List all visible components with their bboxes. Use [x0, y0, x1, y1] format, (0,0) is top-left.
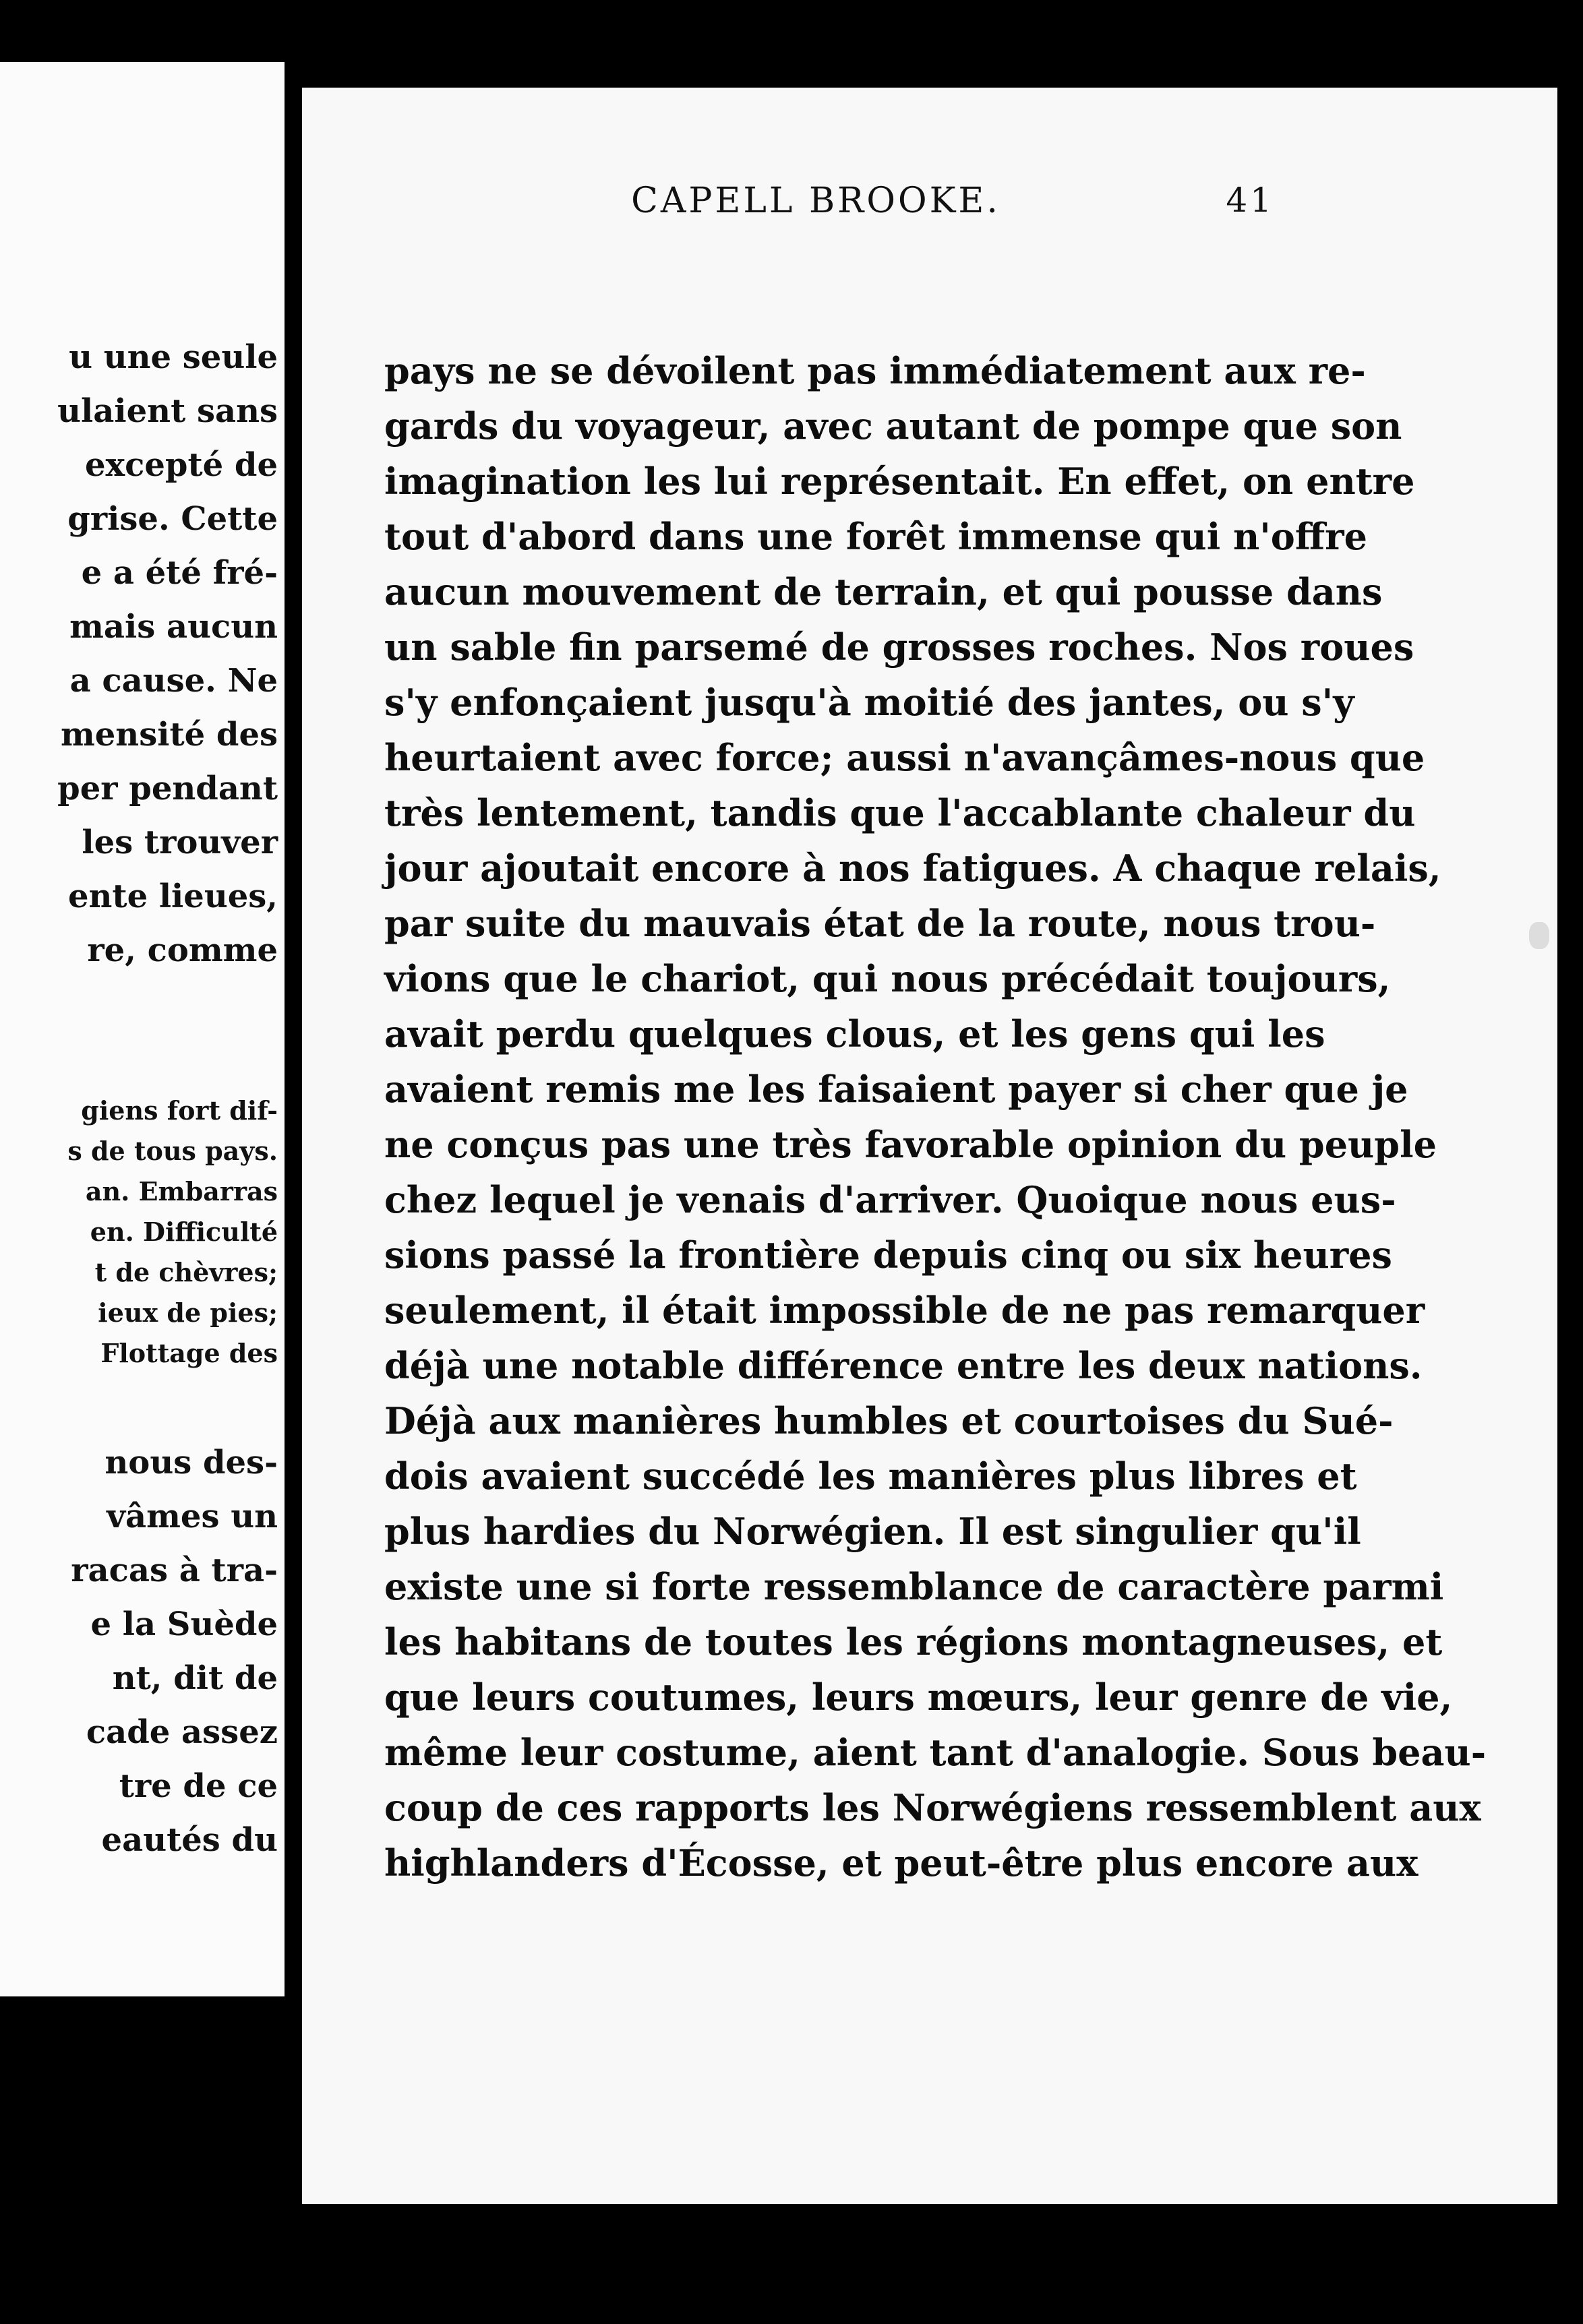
left-fragment: re, comme [87, 931, 278, 969]
text-line: sions passé la frontière depuis cinq ou six heures [384, 1233, 1392, 1277]
text-line: existe une si forte ressemblance de caractère parmi [384, 1565, 1444, 1608]
text-line: jour ajoutait encore à nos fatigues. A chaque relais, [384, 847, 1441, 890]
text-line: coup de ces rapports les Norwégiens ressemblent aux [384, 1786, 1481, 1829]
text-line: Déjà aux manières humbles et courtoises du Sué- [384, 1399, 1394, 1442]
left-note-fragment: ieux de pies; [98, 1297, 278, 1328]
text-line: même leur costume, aient tant d'analogie. Sous beau- [384, 1731, 1487, 1774]
left-fragment: cade assez [86, 1713, 278, 1751]
text-line: que leurs coutumes, leurs mœurs, leur genre de vie, [384, 1676, 1453, 1719]
text-line: aucun mouvement de terrain, et qui pousse dans [384, 570, 1383, 613]
gutter [285, 0, 302, 2324]
left-fragment: mensité des [60, 716, 278, 754]
left-fragment: les trouver [82, 824, 278, 861]
text-line: avait perdu quelques clous, et les gens qui les [384, 1012, 1325, 1056]
left-fragment: e la Suède [90, 1606, 278, 1643]
text-line: les habitans de toutes les régions montagneuses, et [384, 1620, 1443, 1663]
text-line: tout d'abord dans une forêt immense qui n'offre [384, 515, 1367, 558]
left-fragment: vâmes un [107, 1498, 278, 1535]
left-fragment: nous des- [104, 1444, 278, 1481]
text-line: déjà une notable différence entre les deux nations. [384, 1344, 1423, 1387]
left-note-fragment: an. Embarras [85, 1176, 278, 1206]
left-fragment: excepté de [84, 446, 278, 484]
text-line: pays ne se dévoilent pas immédiatement aux re- [384, 349, 1366, 392]
running-head: CAPELL BROOKE. [631, 181, 1000, 221]
text-line: par suite du mauvais état de la route, nous trou- [384, 902, 1376, 945]
left-fragment: per pendant [57, 770, 278, 807]
text-line: avaient remis me les faisaient payer si cher que je [384, 1068, 1408, 1111]
left-note-fragment: en. Difficulté [90, 1217, 278, 1247]
facing-page-left [0, 62, 285, 1996]
text-line: dois avaient succédé les manières plus libres et [384, 1455, 1357, 1498]
text-line: gards du voyageur, avec autant de pompe que son [384, 404, 1402, 448]
left-fragment: mais aucun [69, 608, 278, 646]
left-note-fragment: Flottage des [100, 1338, 278, 1368]
left-fragment: ulaient sans [57, 392, 278, 430]
page-number: 41 [1226, 181, 1274, 220]
text-line: seulement, il était impossible de ne pas remarquer [384, 1289, 1425, 1332]
page-header [357, 181, 1274, 228]
left-fragment: grise. Cette [67, 500, 278, 538]
left-note-fragment: t de chèvres; [94, 1257, 278, 1287]
text-line: très lentement, tandis que l'accablante chaleur du [384, 791, 1416, 834]
text-line: vions que le chariot, qui nous précédait toujours, [384, 957, 1391, 1000]
text-line: s'y enfonçaient jusqu'à moitié des jantes, ou s'y [384, 681, 1354, 724]
left-fragment: u une seule [69, 338, 278, 376]
text-line: un sable fin parsemé de grosses roches. Nos roues [384, 625, 1414, 669]
left-fragment: nt, dit de [112, 1659, 278, 1697]
text-line: highlanders d'Écosse, et peut-être plus encore aux [384, 1841, 1418, 1885]
left-note-fragment: giens fort dif- [81, 1095, 278, 1126]
left-fragment: e a été fré- [81, 554, 278, 592]
left-fragment: eautés du [101, 1821, 278, 1859]
text-line: chez lequel je venais d'arriver. Quoique nous eus- [384, 1178, 1396, 1221]
left-note-fragment: s de tous pays. [67, 1136, 278, 1166]
text-line: plus hardies du Norwégien. Il est singulier qu'il [384, 1510, 1361, 1553]
left-fragment: ente lieues, [67, 878, 278, 915]
left-fragment: tre de ce [119, 1767, 278, 1805]
page-edge-mark [1529, 922, 1549, 949]
text-line: imagination les lui représentait. En effet, on entre [384, 460, 1415, 503]
text-line: ne conçus pas une très favorable opinion du peuple [384, 1123, 1437, 1166]
left-fragment: a cause. Ne [69, 662, 278, 700]
text-line: heurtaient avec force; aussi n'avançâmes-nous que [384, 736, 1425, 779]
left-fragment: racas à tra- [71, 1552, 278, 1589]
